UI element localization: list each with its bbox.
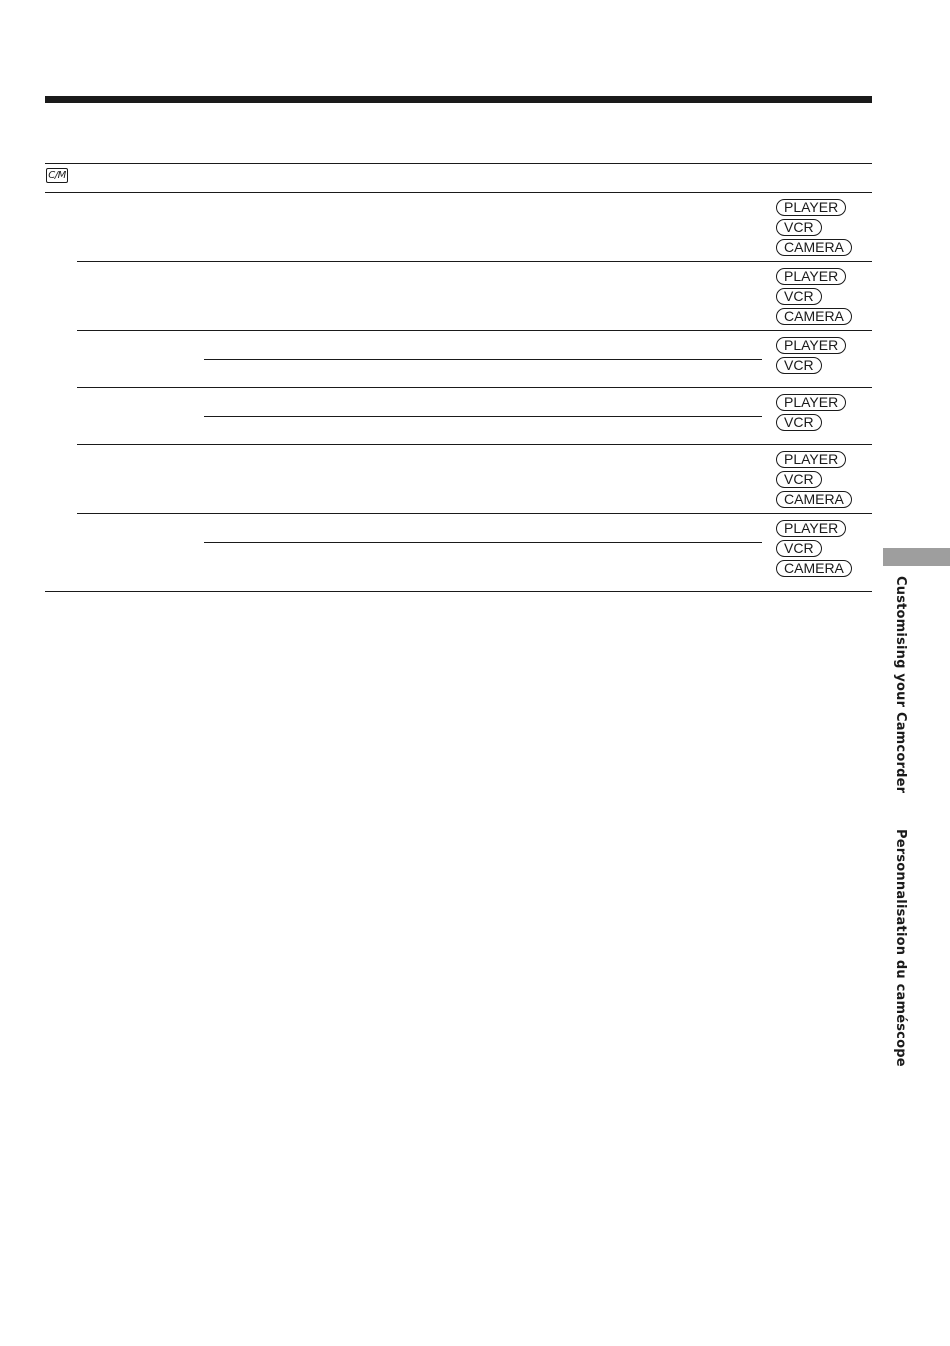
camera-badge: CAMERA (776, 560, 852, 577)
player-badge: PLAYER (776, 520, 846, 537)
row-divider (77, 444, 872, 445)
row-divider (77, 330, 872, 331)
camera-badge: CAMERA (776, 308, 852, 325)
camera-badge: CAMERA (776, 239, 852, 256)
vcr-badge: VCR (776, 414, 822, 431)
row-2-modes (776, 268, 852, 325)
vcr-badge: VCR (776, 219, 822, 236)
row-1-modes (776, 199, 852, 256)
option-divider (204, 542, 762, 543)
player-badge: PLAYER (776, 268, 846, 285)
player-badge: PLAYER (776, 451, 846, 468)
row-divider (77, 513, 872, 514)
player-badge: PLAYER (776, 199, 846, 216)
row-3-modes (776, 337, 846, 374)
cm-icon: C/M (46, 168, 68, 183)
vcr-badge: VCR (776, 540, 822, 557)
table-header-border (45, 192, 872, 193)
row-4-modes (776, 394, 846, 431)
vcr-badge: VCR (776, 288, 822, 305)
player-badge: PLAYER (776, 337, 846, 354)
option-divider (204, 416, 762, 417)
camera-badge: CAMERA (776, 491, 852, 508)
vcr-badge: VCR (776, 357, 822, 374)
table-top-border (45, 163, 872, 164)
row-divider (77, 387, 872, 388)
section-tab-marker (883, 548, 950, 566)
option-divider (204, 359, 762, 360)
row-divider (77, 261, 872, 262)
header-rule (45, 96, 872, 103)
player-badge: PLAYER (776, 394, 846, 411)
section-title-french: Personnalisation du caméscope (893, 829, 908, 1067)
section-title-english: Customising your Camcorder (893, 576, 908, 794)
vcr-badge: VCR (776, 471, 822, 488)
table-bottom-border (45, 591, 872, 592)
row-6-modes (776, 520, 852, 577)
row-5-modes (776, 451, 852, 508)
